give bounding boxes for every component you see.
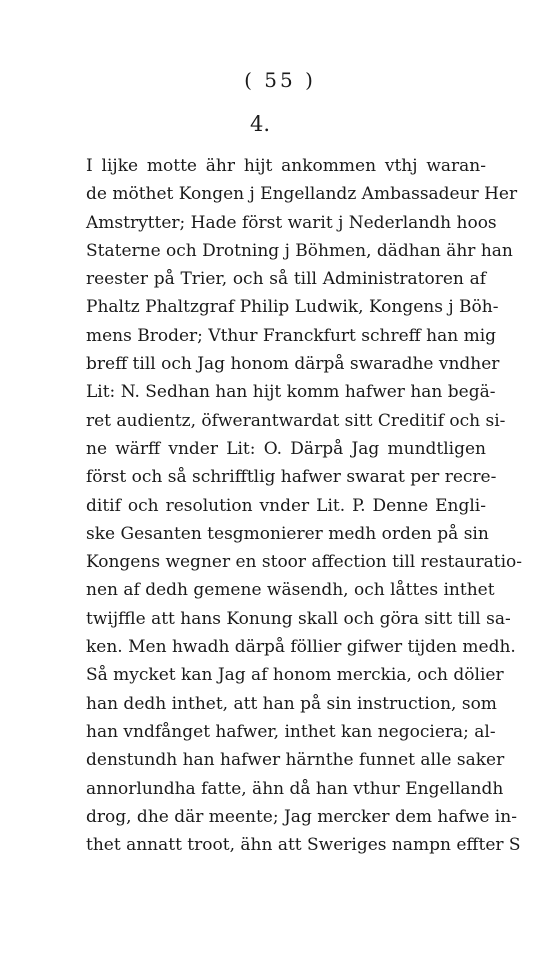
text-line: Lit: N. Sedhan han hijt komm hafwer han begä- [86,382,496,403]
section-number: 4. [249,112,271,136]
text-line: Phaltz Phaltzgraf Philip Ludwik, Kongens j Böh- [86,297,499,318]
text-line: ditif och resolution vnder Lit. P. Denne Engli- [86,495,486,516]
text-line: denstundh han hafwer härnthe funnet alle saker [86,750,505,771]
text-line: twijffle att hans Konung skall och göra sitt till sa- [86,608,511,629]
text-line: mens Broder; Vthur Franckfurt schreff han mig [86,325,497,346]
text-line: reester på Trier, och så till Administratoren af [86,269,486,290]
text-line: först och så schrifftlig hafwer swarat per recre- [86,467,497,488]
text-line: de möthet Kongen j Engellandz Ambassadeur Her [86,184,518,205]
text-line: thet annatt troot, ähn att Sweriges nampn effter S [86,835,521,856]
text-line: Kongens wegner en stoor affection till restauratio- [86,552,522,573]
text-line: I lijke motte ähr hijt ankommen vthj waran- [86,156,486,176]
text-line: han vndfånget hafwer, inthet kan negociera; al- [86,721,496,742]
text-line: drog, dhe där meente; Jag mercker dem hafwe in- [86,806,517,827]
page-number: ( 55 ) [244,68,316,92]
text-line: han dedh inthet, att han på sin instruction, som [86,693,497,714]
text-line: Staterne och Drotning j Böhmen, dädhan ähr han [86,240,513,261]
text-line: annorlundha fatte, ähn då han vthur Engellandh [86,778,504,799]
text-line: breff till och Jag honom därpå swaradhe vndher [86,354,500,375]
text-line: Så mycket kan Jag af honom merckia, och dölier [86,665,504,686]
text-line: nen af dedh gemene wäsendh, och låttes inthet [86,580,495,601]
text-line: Amstrytter; Hade först warit j Nederlandh hoos [86,212,497,233]
text-line: ken. Men hwadh därpå föllier gifwer tijden medh. [86,637,516,658]
text-line: ske Gesanten tesgmonierer medh orden på sin [86,523,489,544]
body-text [86,152,522,859]
text-line: ret audientz, öfwerantwardat sitt Creditif och si- [86,410,506,431]
text-line: ne wärff vnder Lit: O. Därpå Jag mundtligen [86,438,486,459]
